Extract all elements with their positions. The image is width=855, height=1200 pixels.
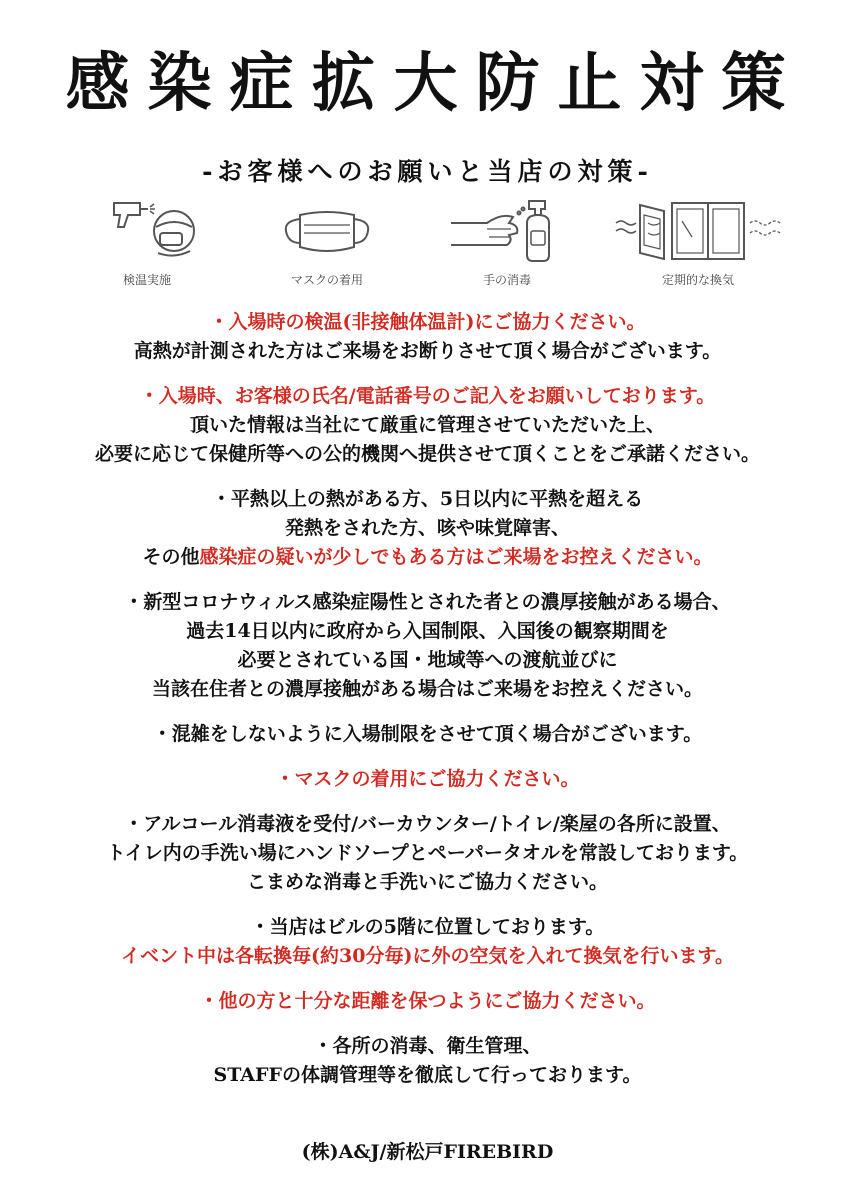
- notice-contact-info-usage: [0, 411, 855, 469]
- icon-label-ventilation: 定期的な換気: [661, 273, 734, 287]
- notice-line: ・マスクの着用にご協力ください。: [275, 768, 580, 790]
- icon-item-temperature: [72, 193, 222, 288]
- notice-line: ・当店はビルの5階に位置しております。: [250, 916, 605, 938]
- notice-line: ・アルコール消毒液を受付/バーカウンター/トイレ/楽屋の各所に設置、: [124, 813, 731, 835]
- notice-list: [0, 308, 855, 1106]
- icon-label-temperature: 検温実施: [122, 273, 171, 287]
- mask-icon: [272, 193, 382, 265]
- notice-line: こまめな消毒と手洗いにご協力ください。: [246, 871, 608, 893]
- poster-title: 感染症拡大防止対策: [65, 47, 804, 121]
- notice-line: 過去14日以内に政府から入国制限、入国後の観察期間を: [186, 620, 669, 642]
- notice-line: 発熱をされた方、咳や味覚障害、: [284, 517, 570, 539]
- notice-temperature-request: [0, 308, 855, 337]
- notice-close-contact-travel: [0, 588, 855, 704]
- notice-line: ・混雑をしないように入場制限をさせて頂く場合がございます。: [152, 723, 703, 745]
- notice-line: STAFFの体調管理等を徹底して行っております。: [213, 1064, 642, 1086]
- notice-line: ・入場時、お客様の氏名/電話番号のご記入をお願いしております。: [139, 385, 716, 407]
- icon-item-sanitizer: [432, 193, 582, 288]
- poster-subtitle: -お客様へのお願いと当店の対策-: [202, 157, 653, 186]
- notice-line: 高熱が計測された方はご来場をお断りさせて頂く場合がございます。: [133, 340, 722, 362]
- company-footer: (株)A&J/新松戸FIREBIRD: [301, 1141, 554, 1163]
- notice-line: 当該在住者との濃厚接触がある場合はご来場をお控えください。: [151, 678, 703, 700]
- notice-ventilation: [0, 913, 855, 971]
- notice-distance: [0, 987, 855, 1016]
- notice-line: ・入場時の検温(非接触体温計)にご協力ください。: [209, 311, 646, 333]
- notice-entry-limit: [0, 720, 855, 749]
- measures-icon-row: [72, 193, 784, 298]
- notice-line: 必要とされている国・地域等への渡航並びに: [237, 649, 618, 671]
- notice-line: ・他の方と十分な距離を保つようにご協力ください。: [199, 990, 656, 1012]
- icon-item-ventilation: [612, 193, 784, 288]
- notice-text: その他: [142, 546, 200, 568]
- notice-line: 頂いた情報は当社にて厳重に管理させていただいた上、: [189, 414, 665, 436]
- notice-staff-hygiene: [0, 1032, 855, 1090]
- icon-label-mask: マスクの着用: [290, 273, 363, 287]
- notice-line-mixed: [0, 543, 855, 572]
- notice-text-highlight: 感染症の疑いが少しでもある方はご来場をお控えください。: [199, 546, 713, 568]
- notice-line: トイレ内の手洗い場にハンドソープとペーパータオルを常設しております。: [106, 842, 749, 864]
- icon-label-sanitizer: 手の消毒: [482, 273, 531, 287]
- notice-fever-symptoms: [0, 485, 855, 572]
- hand-sanitizer-icon: [447, 193, 567, 265]
- thermometer-check-icon: [92, 193, 202, 265]
- notice-line: ・平熱以上の熱がある方、5日以内に平熱を超える: [211, 488, 644, 510]
- notice-temperature-refusal: [0, 337, 855, 366]
- notice-disinfection: [0, 810, 855, 897]
- notice-line: ・各所の消毒、衛生管理、: [313, 1035, 542, 1057]
- notice-line: イベント中は各転換毎(約30分毎)に外の空気を入れて換気を行います。: [121, 945, 734, 967]
- notice-line: ・新型コロナウィルス感染症陽性とされた者との濃厚接触がある場合、: [124, 591, 731, 613]
- notice-contact-info-request: [0, 382, 855, 411]
- icon-item-mask: [252, 193, 402, 288]
- window-ventilation-icon: [612, 193, 784, 265]
- notice-line: 必要に応じて保健所等への公的機関へ提供させて頂くことをご承諾ください。: [94, 443, 760, 465]
- notice-mask-request: [0, 765, 855, 794]
